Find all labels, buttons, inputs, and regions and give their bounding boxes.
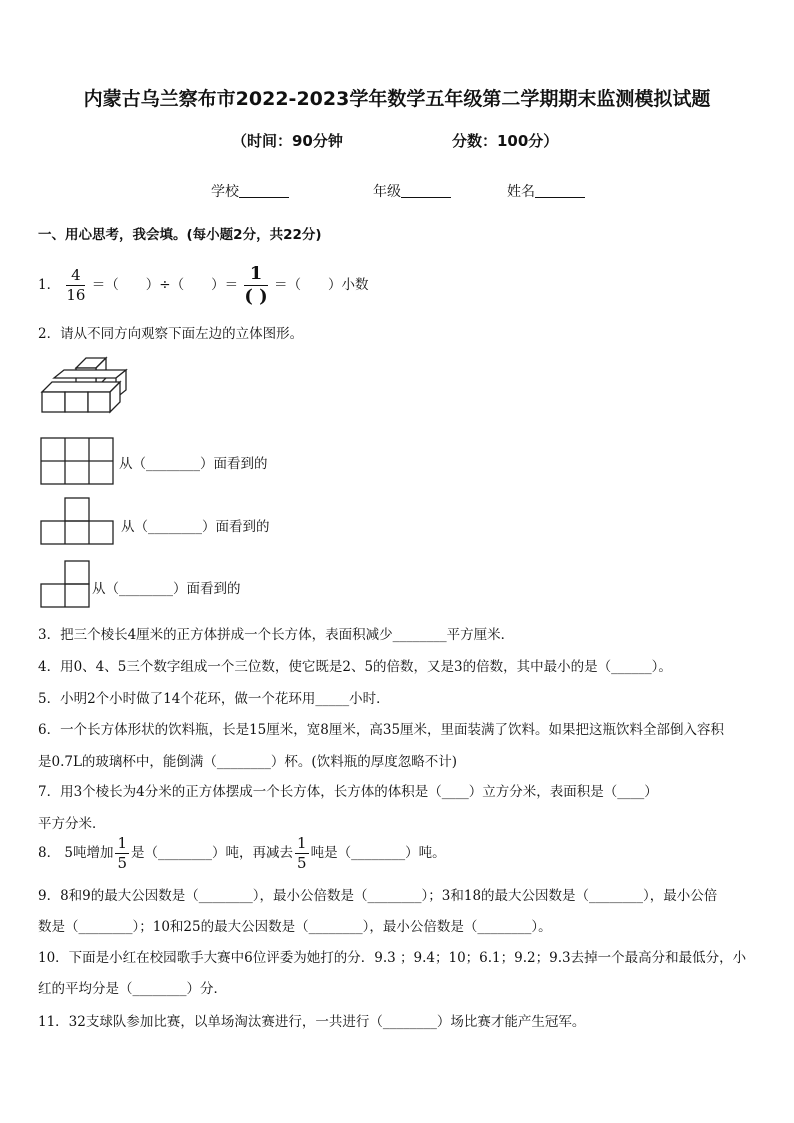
view-3-label: 从（________）面看到的 [92,581,241,597]
question-10-line-2: 红的平均分是（________）分． [38,981,227,997]
q1-middle: ＝（ ）÷（ ）＝ [91,277,239,293]
grade-field[interactable] [373,181,451,201]
question-6-line-2: 是0.7L的玻璃杯中，能倒满（________）杯。(饮料瓶的厚度忽略不计) [38,754,457,770]
question-9-line-2: 数是（________）；10和25的最大公因数是（________），最小公倍数是（________）。 [38,919,552,935]
q8-fraction-2: $\frac{1}{5}$ [297,834,307,872]
q8-tail: 吨是（________）吨。 [310,845,446,861]
name-field[interactable] [507,181,585,201]
question-11: 11．32支球队参加比赛，以单场淘汰赛进行，一共进行（________）场比赛才能产生冠军。 [38,1014,586,1030]
q1-number: 1． [38,277,61,293]
grade-blank[interactable] [401,184,451,198]
name-blank[interactable] [535,184,585,198]
view-grid-1 [40,437,114,485]
view-grid-2 [40,497,114,545]
view-2-label: 从（________）面看到的 [121,519,270,535]
question-4: 4．用0、4、5三个数字组成一个三位数，使它既是2、5的倍数，又是3的倍数，其中最小的是（______）。 [38,659,672,675]
exam-time: （时间：90分钟 [232,132,343,150]
name-label: 姓名 [507,184,535,200]
cube-figure [40,356,136,414]
view-1-label: 从（________）面看到的 [119,456,268,472]
question-10-line-1: 10．下面是小红在校园歌手大赛中6位评委为她打的分．9.3 ；9.4；10；6.1；9.2；9.3去掉一个最高分和最低分，小 [38,950,747,966]
question-2: 2．请从不同方向观察下面左边的立体图形。 [38,326,304,342]
question-8 [38,836,446,871]
school-field[interactable] [211,181,289,201]
question-1 [38,265,369,306]
question-3: 3．把三个棱长4厘米的正方体拼成一个长方体，表面积减少________平方厘米． [38,627,515,643]
question-6-line-1: 6．一个长方体形状的饮料瓶，长是15厘米，宽8厘米，高35厘米，里面装满了饮料。如果把这瓶饮料全部倒入容积 [38,722,725,738]
q8-middle: 是（________）吨，再减去 [131,845,294,861]
view-grid-3 [40,560,90,608]
question-7-line-2: 平方分米． [38,816,106,832]
school-label: 学校 [211,184,239,200]
grade-label: 年级 [373,184,401,200]
q8-prefix: 8． 5吨增加 [38,845,114,861]
school-blank[interactable] [239,184,289,198]
page-title: 内蒙古乌兰察布市2022-2023学年数学五年级第二学期期末监测模拟试题 [83,88,711,110]
q1-fraction: $\frac{4}{16}$ [66,266,86,304]
question-5: 5．小明2个小时做了14个花环，做一个花环用_____小时． [38,691,390,707]
q8-fraction-1: $\frac{1}{5}$ [117,834,128,872]
question-7-line-1: 7．用3个棱长为4分米的正方体摆成一个长方体，长方体的体积是（____）立方分米，表面积是（____） [38,784,658,800]
section-heading: 一、用心思考，我会填。(每小题2分，共22分) [38,227,322,243]
exam-score: 分数：100分） [452,132,559,150]
q1-fraction-2: $\frac{1}{( )}$ [244,263,268,307]
question-9-line-1: 9．8和9的最大公因数是（________），最小公倍数是（________）；3和18的最大公因数是（________），最小公倍 [38,888,718,904]
q1-tail: ＝（ ）小数 [274,277,369,293]
